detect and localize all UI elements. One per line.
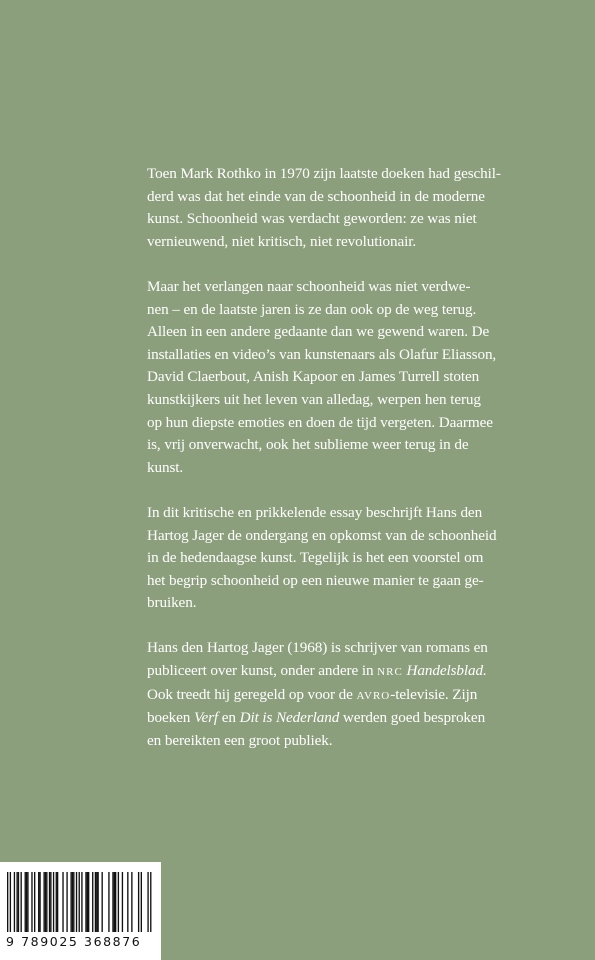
barcode-bar [150,872,151,932]
text-line [147,344,537,367]
barcode-bar [88,872,89,932]
text-line [147,592,537,615]
text-segment: werden goed besproken [339,709,486,727]
text-line [147,434,537,457]
isbn-barcode [0,862,161,960]
barcode-bar [38,872,39,932]
text-segment: NRC [377,666,403,679]
paragraph-4 [147,637,537,752]
barcode-bar [96,872,97,932]
barcode-bar [72,872,73,932]
barcode-bar [97,872,98,932]
text-segment: en bereikten een groot publiek. [147,731,333,749]
barcode-bar [141,872,142,932]
barcode-bar [43,872,44,932]
barcode-bar [95,872,96,932]
text-line [147,707,537,730]
barcode-bar [7,872,8,932]
barcode-bar [27,872,28,932]
barcode-bars-icon [7,872,155,932]
text-line [147,502,537,525]
text-line [147,163,537,186]
text-segment: op hun diepste emoties en doen de tijd vergeten. Daarmee [147,413,493,431]
barcode-bar [92,872,93,932]
barcode-bar [108,872,109,932]
text-line [147,637,537,660]
text-line [147,389,537,412]
text-segment: Handelsblad. [406,662,487,680]
text-segment: kunst. [147,458,184,476]
text-segment: en [218,709,240,727]
text-line [147,366,537,389]
text-segment: AVRO [356,689,391,702]
text-segment: Dit is Nederland [239,709,340,727]
text-line [147,684,537,708]
text-segment: David Claerbout, Anish Kapoor en James Turrell stoten [147,368,480,386]
barcode-bar [16,872,17,932]
barcode-bar [102,872,103,932]
text-segment: Ook treedt hij geregeld op voor de [147,685,357,703]
text-line [147,299,537,322]
text-segment: kunst. Schoonheid was verdacht geworden: ze was niet [147,210,477,228]
barcode-bar [118,872,119,932]
barcode-bar [18,872,19,932]
text-segment: bruiken. [147,594,197,612]
text-segment: derd was dat het einde van de schoonheid in de moderne [147,187,485,205]
text-line [147,321,537,344]
barcode-bar [57,872,58,932]
barcode-bar [127,872,128,932]
paragraph-2 [147,276,537,479]
barcode-bar [115,872,116,932]
barcode-bar [114,872,115,932]
paragraph-1 [147,163,537,253]
text-segment: In dit kritische en prikkelende essay beschrijft Hans den [147,503,483,521]
barcode-bar [138,872,139,932]
barcode-bar [56,872,57,932]
barcode-bar [131,872,132,932]
text-segment: in de hedendaagse kunst. Tegelijk is het een voorstel om [147,549,484,567]
text-segment: is, vrij onverwacht, ook het sublieme weer terug in de [147,436,469,454]
text-line [147,660,537,684]
barcode-bar [50,872,51,932]
text-segment: Alleen in een andere gedaante dan we gewend waren. De [147,323,490,341]
barcode-bar [85,872,86,932]
text-segment: vernieuwend, niet kritisch, niet revolutionair. [147,232,417,250]
barcode-bar [21,872,22,932]
barcode-bar [73,872,74,932]
text-segment: boeken [147,709,194,727]
barcode-bar [26,872,27,932]
text-line [147,525,537,548]
barcode-bar [79,872,80,932]
barcode-bar [62,872,63,932]
barcode-bar [46,872,47,932]
barcode-bar [112,872,113,932]
text-segment: nen – en de laatste jaren is ze dan ook op de weg terug. [147,300,477,318]
barcode-bar [34,872,35,932]
barcode-bar [87,872,88,932]
text-segment: Maar het verlangen naar schoonheid was niet verdwe- [147,277,471,295]
text-segment: Hartog Jager de ondergang en opkomst van de schoonheid [147,526,497,544]
text-line [147,570,537,593]
barcode-bar [147,872,148,932]
text-segment: kunstkijkers uit het leven van alledag, werpen hen terug [147,390,481,408]
barcode-bar [45,872,46,932]
barcode-bar [66,872,67,932]
barcode-bar [31,872,32,932]
barcode-bar [14,872,15,932]
text-segment: Verf [193,709,219,727]
text-line [147,730,537,753]
text-segment: publiceert over kunst, onder andere in [147,662,378,680]
barcode-bar [53,872,54,932]
text-segment: -televisie. Zijn [390,685,478,703]
barcode-bar [25,872,26,932]
text-line [147,231,537,254]
text-segment: installaties en video’s van kunstenaars als Olafur Eliasson, [147,345,497,363]
text-segment: Toen Mark Rothko in 1970 zijn laatste doeken had geschil- [147,165,501,182]
text-line [147,412,537,435]
barcode-bar [10,872,11,932]
barcode-bar [122,872,123,932]
barcode-bar [81,872,82,932]
barcode-bar [76,872,77,932]
text-line [147,186,537,209]
text-line [147,547,537,570]
barcode-bar [39,872,40,932]
isbn-number: 9 789025 368876 [6,934,142,949]
text-line [147,208,537,231]
barcode-bar [70,872,71,932]
text-line [147,276,537,299]
text-line [147,457,537,480]
barcode-bar [49,872,50,932]
paragraph-3 [147,502,537,615]
text-segment: het begrip schoonheid op een nieuwe manier te gaan ge- [147,571,484,589]
back-cover-text [147,163,537,775]
text-segment: Hans den Hartog Jager (1968) is schrijver van romans en [147,639,488,657]
